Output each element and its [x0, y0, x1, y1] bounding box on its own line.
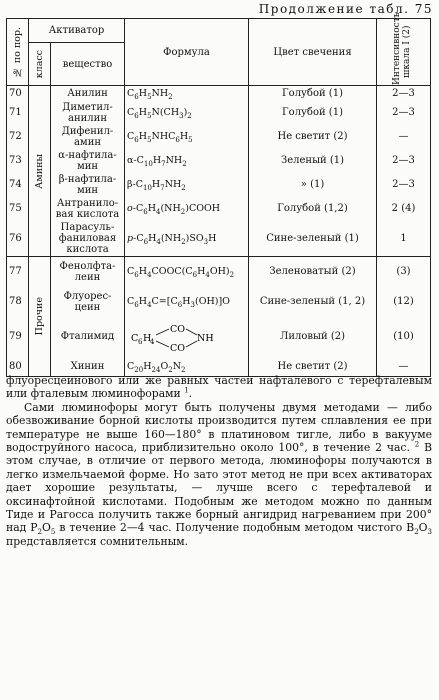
color-cell: Лиловый (2) [249, 317, 377, 357]
header-intensity: Интенсивность шкала I (2) [377, 19, 431, 86]
table-row [7, 221, 431, 257]
table-row [7, 125, 431, 149]
row-number: 71 [7, 101, 29, 125]
formula-cell: $p-C_6H_4(NH_2)SO_3H$ [125, 221, 249, 257]
intensity-cell: 2—3 [377, 173, 431, 197]
table-row [7, 287, 431, 317]
row-number: 73 [7, 149, 29, 173]
color-cell: Зеленый (1) [249, 149, 377, 173]
phthalimide-structure [127, 320, 237, 354]
svg-text:4: 4 [150, 337, 155, 346]
row-number: 80 [7, 357, 29, 377]
formula-cell: $C_6H_5N(CH_3)_2$ [125, 101, 249, 125]
formula-cell: $\alpha-C_{10}H_7NH_2$ [125, 149, 249, 173]
table-row [7, 197, 431, 221]
formula-cell: $C_6H_4COOC(C_6H_4OH)_2$ [125, 257, 249, 287]
table-row [7, 149, 431, 173]
svg-text:H: H [143, 332, 152, 344]
row-number: 77 [7, 257, 29, 287]
row-number: 79 [7, 317, 29, 357]
body-text [6, 374, 432, 548]
header-substance: вещество [51, 43, 125, 86]
svg-text:CO: CO [170, 323, 186, 335]
color-cell: » (1) [249, 173, 377, 197]
row-number: 76 [7, 221, 29, 257]
svg-text:NH: NH [197, 332, 214, 344]
header-color: Цвет свечения [249, 19, 377, 86]
formula-cell: $C_6H_4C=[C_6H_3(OH)]O$ [125, 287, 249, 317]
row-number: 70 [7, 86, 29, 101]
substance-cell: Хинин [51, 357, 125, 377]
intensity-cell: 1 [377, 221, 431, 257]
color-cell: Сине-зеленый (1) [249, 221, 377, 257]
color-cell: Голубой (1) [249, 101, 377, 125]
row-number: 72 [7, 125, 29, 149]
row-number: 74 [7, 173, 29, 197]
svg-text:CO: CO [170, 342, 186, 354]
table-row [7, 257, 431, 287]
page-header: Продолжение табл. 75 [258, 2, 433, 16]
paragraph-1: флуоресцеинового или же равных частей нафталевого с терефталевым или фталевым люминофорами $^1$. [6, 374, 432, 401]
formula-cell: $C_6H_5NHC_6H_5$ [125, 125, 249, 149]
intensity-cell: 2—3 [377, 149, 431, 173]
paragraph-2: Сами люминофоры могут быть получены двумя методами — либо обезвоживание борной кислоты производится путем сплавления ее при температуре не выше 160—180° в платиновом тигле, либо в вакууме водоструйного насоса, приблизительно около 100°, в течение 2 час. $^2$ В этом случае, в отличие от первого метода, люминофоры получаются в легко измельчаемой форме. Но зато этот метод не при всех активаторах дает хорошие результаты, — лучше всего с терефталевой и оксинафтойной кислотами. Подобным же методом можно по данным Тиде и Рагосса получить также борный ангидрид нагреванием при 200° над $P_2O_5$ в течение 2—4 час. Получение подобным методом чистого $B_2O_3$ представляется сомнительным. [6, 400, 433, 548]
intensity-cell: (10) [377, 317, 431, 357]
substance-cell: Анилин [51, 86, 125, 101]
table-row [7, 317, 431, 357]
table-row [7, 101, 431, 125]
header-formula: Формула [125, 19, 249, 86]
intensity-cell: 2—3 [377, 101, 431, 125]
color-cell: Зеленоватый (2) [249, 257, 377, 287]
substance-cell: Диметил-анилин [51, 101, 125, 125]
intensity-cell: — [377, 125, 431, 149]
substance-cell: Фенолфта-леин [51, 257, 125, 287]
class-cell-other: Прочие [29, 257, 51, 377]
formula-cell: $o-C_6H_4(NH_2)COOH$ [125, 197, 249, 221]
formula-cell-phthalimide [125, 317, 249, 357]
table-row [7, 173, 431, 197]
substance-cell: α-нафтилa-мин [51, 149, 125, 173]
svg-text:C: C [131, 332, 139, 344]
formula-cell: $C_{20}H_{24}O_2N_2$ [125, 357, 249, 377]
substance-cell: Парасуль-фаниловая кислота [51, 221, 125, 257]
intensity-cell: (3) [377, 257, 431, 287]
substance-cell: Флуорес-цеин [51, 287, 125, 317]
intensity-cell: 2 (4) [377, 197, 431, 221]
formula-cell: $C_6H_5NH_2$ [125, 86, 249, 101]
color-cell: Голубой (1,2) [249, 197, 377, 221]
class-cell-amines: Амины [29, 86, 51, 257]
intensity-cell: (12) [377, 287, 431, 317]
header-num: № по пор. [7, 19, 29, 86]
header-class: класс [29, 43, 51, 86]
color-cell: Сине-зеленый (1, 2) [249, 287, 377, 317]
header-activator: Активатор [29, 19, 125, 43]
formula-cell: $\beta-C_{10}H_7NH_2$ [125, 173, 249, 197]
substance-cell: Фталимид [51, 317, 125, 357]
substance-cell: Антранило-вая кислота [51, 197, 125, 221]
row-number: 78 [7, 287, 29, 317]
row-number: 75 [7, 197, 29, 221]
table-row [7, 86, 431, 101]
intensity-cell: 2—3 [377, 86, 431, 101]
activator-table [6, 12, 431, 377]
svg-text:6: 6 [138, 337, 143, 346]
intensity-cell: — [377, 357, 431, 377]
substance-cell: Дифенил-амин [51, 125, 125, 149]
substance-cell: β-нафтила-мин [51, 173, 125, 197]
color-cell: Голубой (1) [249, 86, 377, 101]
color-cell: Не светит (2) [249, 357, 377, 377]
color-cell: Не светит (2) [249, 125, 377, 149]
